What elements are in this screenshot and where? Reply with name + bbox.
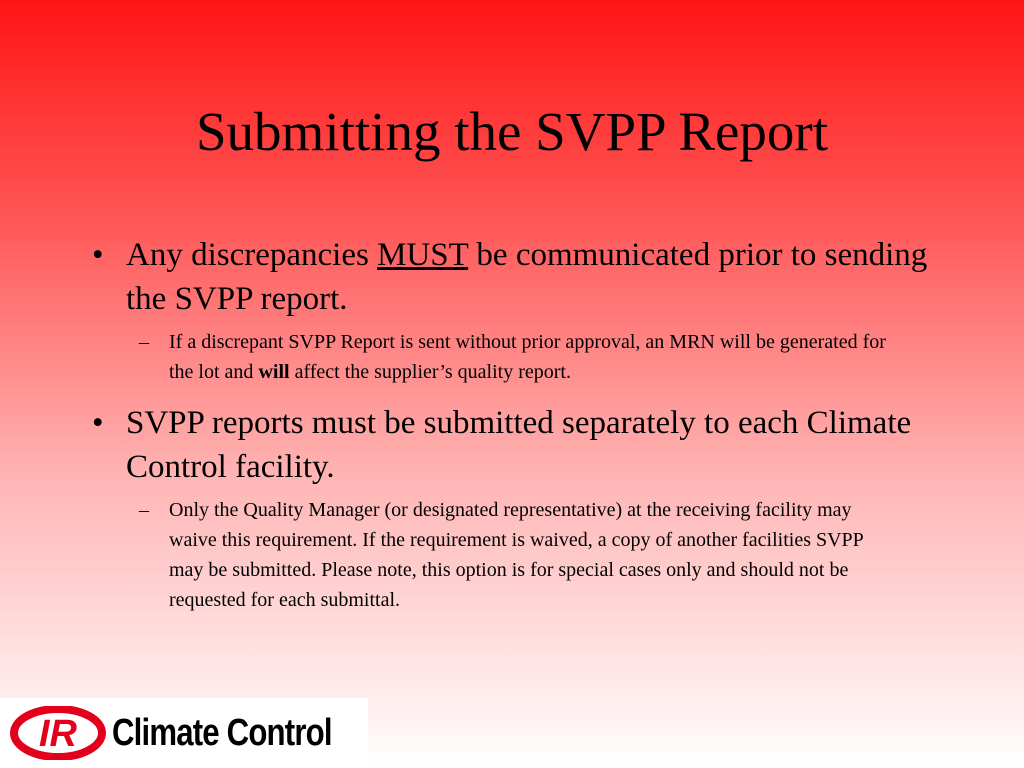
sub-bullet-marker: – [139,331,149,353]
bullet-text: Any discrepancies [126,237,378,273]
sub-bullet-waiver [139,495,899,615]
sub-bullet-mrn [139,327,899,387]
bullet-marker: • [92,405,104,441]
sub-bullet-marker: – [139,499,149,521]
ir-climate-control-logo [0,698,368,768]
bullet-item-discrepancies [92,233,952,321]
bullet-text-rest: be communicated prior to sending the SVPP report. [126,237,928,317]
bullet-text: SVPP reports must be submitted separately to each Climate Control facility. [126,405,912,485]
bullet-emphasis-must: MUST [377,237,469,273]
sub-bullet-emphasis-will: will [258,361,290,383]
sub-bullet-text: If a discrepant SVPP Report is sent without prior approval, an MRN will be generated for the lot and [169,331,886,383]
svg-text:IR: IR [39,713,77,755]
bullet-marker: • [92,237,104,273]
slide-title: Submitting the SVPP Report [195,101,829,162]
ir-logo-icon [10,706,106,760]
bullet-list [92,233,952,615]
sub-bullet-text: Only the Quality Manager (or designated representative) at the receiving facility may waive this requirement. If the requirement is waived, a copy of another facilities SVPP may be submitted. Please note, this option is for special cases only and should not be requested for each submittal. [169,499,864,611]
sub-bullet-text-rest: affect the supplier’s quality report. [289,361,571,383]
logo-text: Climate Control [112,712,332,754]
bullet-item-separate-submission [92,401,952,489]
